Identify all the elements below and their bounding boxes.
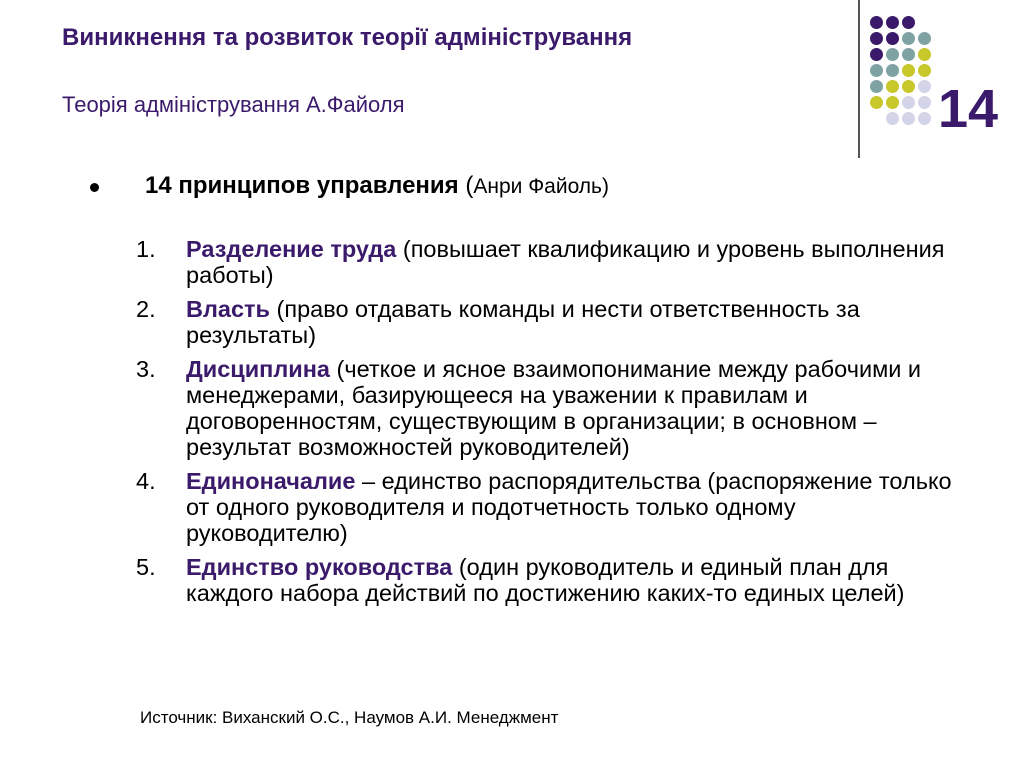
decor-dot xyxy=(902,48,915,61)
list-item-desc: (один руководитель и единый план для каждого набора действий по достижению каких-то единых целей) xyxy=(186,554,905,606)
list-item xyxy=(136,296,956,348)
list-item xyxy=(136,468,956,546)
decor-dot xyxy=(886,96,899,109)
list-item xyxy=(136,554,956,606)
decor-dot xyxy=(870,32,883,45)
list-item-number: 5. xyxy=(136,554,156,580)
decor-dot xyxy=(870,64,883,77)
bullet-paren: ( xyxy=(465,172,474,199)
list-item-desc: – единство распорядительства (распоряжение только от одного руководителя и подотчетность только одному руководителю) xyxy=(186,468,952,546)
decor-dot xyxy=(918,96,931,109)
list-item-number: 2. xyxy=(136,296,156,322)
list-item-term: Единоначалие xyxy=(186,468,356,494)
decor-dot xyxy=(902,96,915,109)
list-item-term: Разделение труда xyxy=(186,236,397,262)
decor-dot xyxy=(918,32,931,45)
list-item-number: 1. xyxy=(136,236,156,262)
bullet-author: Анри Файоль) xyxy=(473,175,609,198)
decor-dot xyxy=(886,48,899,61)
list-item-number: 4. xyxy=(136,468,156,494)
decor-dot xyxy=(870,16,883,29)
bullet-heading-line xyxy=(145,172,609,200)
decor-dot xyxy=(902,112,915,125)
decor-dot xyxy=(918,112,931,125)
decor-dot xyxy=(870,80,883,93)
slide-title: Виникнення та розвиток теорії адміністрування xyxy=(62,24,633,51)
list-item xyxy=(136,356,956,460)
decor-dot xyxy=(886,112,899,125)
bullet-icon xyxy=(90,183,99,192)
list-item-term: Единство руководства xyxy=(186,554,453,580)
bullet-heading: 14 принципов управления xyxy=(145,172,459,199)
list-item-term: Власть xyxy=(186,296,270,322)
source-note: Источник: Виханский О.С., Наумов А.И. Менеджмент xyxy=(140,708,559,727)
decor-dot xyxy=(886,80,899,93)
slide-subtitle: Теорія адміністрування А.Файоля xyxy=(62,92,405,117)
decor-dot xyxy=(902,16,915,29)
decor-dot xyxy=(886,32,899,45)
decor-dot xyxy=(902,80,915,93)
decor-dot xyxy=(918,48,931,61)
decor-dot xyxy=(870,96,883,109)
principles-list xyxy=(136,236,956,614)
decorative-dot-grid xyxy=(866,14,946,134)
list-item-desc: (четкое и ясное взаимопонимание между рабочими и менеджерами, базирующееся на уважении к правилам и договоренностям, существующим в организации; в основном – результат возможностей руководителей) xyxy=(186,356,922,460)
decor-dot xyxy=(886,64,899,77)
decor-dot xyxy=(886,16,899,29)
list-item-number: 3. xyxy=(136,356,156,382)
decor-dot xyxy=(902,32,915,45)
list-item xyxy=(136,236,956,288)
decor-dot xyxy=(902,64,915,77)
decor-dot xyxy=(918,64,931,77)
header-divider xyxy=(858,0,860,158)
slide-number: 14 xyxy=(938,79,999,139)
list-item-term: Дисциплина xyxy=(186,356,330,382)
decor-dot xyxy=(870,48,883,61)
list-item-desc: (право отдавать команды и нести ответственность за результаты) xyxy=(186,296,860,348)
list-item-desc: (повышает квалификацию и уровень выполнения работы) xyxy=(186,236,945,288)
decor-dot xyxy=(918,80,931,93)
